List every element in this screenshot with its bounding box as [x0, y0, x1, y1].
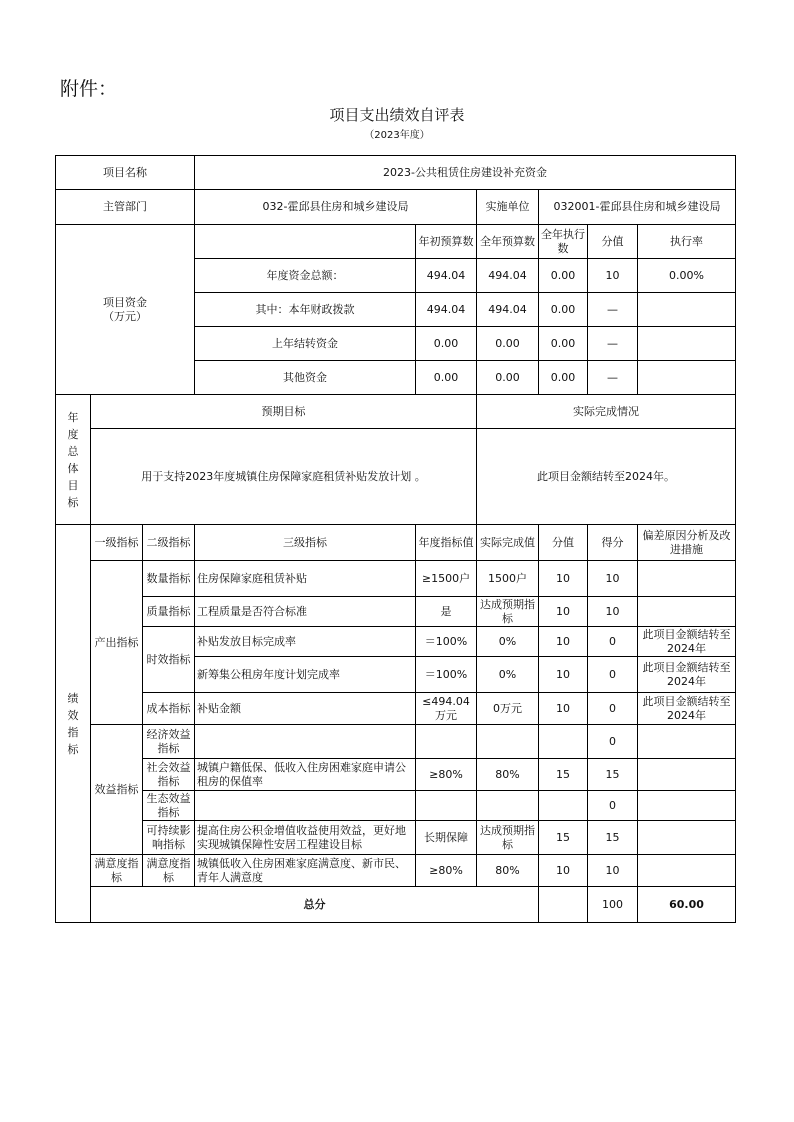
social-target: ≥80%	[416, 759, 477, 791]
total-label: 总分	[91, 887, 539, 923]
total-value: 100	[588, 887, 638, 923]
perf-label: 绩 效 指 标	[56, 525, 91, 923]
time-item: 新筹集公租房年度计划完成率	[195, 657, 416, 693]
quantity-target: ≥1500户	[416, 561, 477, 597]
funds-row-rate	[638, 327, 736, 361]
ecological-target	[416, 791, 477, 821]
funds-row-rate	[638, 361, 736, 395]
goals-label: 年 度 总 体 目 标	[56, 395, 91, 525]
satisfaction-value: 10	[539, 855, 588, 887]
output-label: 产出指标	[91, 561, 143, 725]
goals-actual: 此项目金额结转至2024年。	[477, 429, 736, 525]
perf-header-level1: 一级指标	[91, 525, 143, 561]
economic-target	[416, 725, 477, 759]
funds-row-score-value: —	[588, 327, 638, 361]
quantity-label: 数量指标	[143, 561, 195, 597]
funds-row-rate: 0.00%	[638, 259, 736, 293]
perf-row	[56, 597, 736, 627]
satisfaction-label: 满意度指标	[91, 855, 143, 887]
dept-label: 主管部门	[56, 190, 195, 225]
funds-header-score-value: 分值	[588, 225, 638, 259]
project-name: 2023-公共租赁住房建设补充资金	[195, 156, 736, 190]
social-actual: 80%	[477, 759, 539, 791]
funds-row-score-value: —	[588, 361, 638, 395]
funds-row-name: 其他资金	[195, 361, 416, 395]
quantity-dev	[638, 561, 736, 597]
satisfaction-item: 城镇低收入住房困难家庭满意度、新市民、青年人满意度	[195, 855, 416, 887]
cost-item: 补贴金额	[195, 693, 416, 725]
economic-actual	[477, 725, 539, 759]
perf-row	[56, 759, 736, 791]
quantity-item: 住房保障家庭租赁补贴	[195, 561, 416, 597]
economic-item	[195, 725, 416, 759]
cost-actual: 0万元	[477, 693, 539, 725]
quantity-value: 10	[539, 561, 588, 597]
perf-header-deviation: 偏差原因分析及改进措施	[638, 525, 736, 561]
economic-value	[539, 725, 588, 759]
ecological-label: 生态效益指标	[143, 791, 195, 821]
perf-header-level3: 三级指标	[195, 525, 416, 561]
funds-header-rate: 执行率	[638, 225, 736, 259]
page-title: 项目支出绩效自评表	[329, 106, 465, 124]
project-name-label: 项目名称	[56, 156, 195, 190]
quality-label: 质量指标	[143, 597, 195, 627]
satisfaction-dev	[638, 855, 736, 887]
funds-row-executed: 0.00	[539, 327, 588, 361]
sustain-score: 15	[588, 821, 638, 855]
funds-row-score-value: 10	[588, 259, 638, 293]
sustain-item: 提高住房公积金增值收益使用效益，更好地实现城镇保障性安居工程建设目标	[195, 821, 416, 855]
perf-row	[56, 627, 736, 657]
time-dev: 此项目金额结转至2024年	[638, 657, 736, 693]
impl-value: 032001-霍邱县住房和城乡建设局	[539, 190, 736, 225]
cost-score: 0	[588, 693, 638, 725]
perf-header-score-value: 分值	[539, 525, 588, 561]
funds-header-annual: 全年预算数	[477, 225, 539, 259]
perf-row	[56, 561, 736, 597]
economic-dev	[638, 725, 736, 759]
funds-row-annual: 494.04	[477, 259, 539, 293]
funds-row-initial: 494.04	[416, 293, 477, 327]
funds-row-annual: 494.04	[477, 293, 539, 327]
perf-header-score: 得分	[588, 525, 638, 561]
goals-actual-label: 实际完成情况	[477, 395, 736, 429]
perf-header-level2: 二级指标	[143, 525, 195, 561]
attachment-label: 附件：	[60, 78, 118, 100]
perf-row	[56, 725, 736, 759]
ecological-dev	[638, 791, 736, 821]
funds-row-name: 其中：本年财政拨款	[195, 293, 416, 327]
dept-value: 032-霍邱县住房和城乡建设局	[195, 190, 477, 225]
goals-expected-label: 预期目标	[91, 395, 477, 429]
cost-label: 成本指标	[143, 693, 195, 725]
satisfaction-actual: 80%	[477, 855, 539, 887]
total-empty	[539, 887, 588, 923]
funds-row-annual: 0.00	[477, 361, 539, 395]
perf-header-target: 年度指标值	[416, 525, 477, 561]
funds-row-executed: 0.00	[539, 361, 588, 395]
funds-row-executed: 0.00	[539, 259, 588, 293]
time-target: ＝100%	[416, 627, 477, 657]
cost-dev: 此项目金额结转至2024年	[638, 693, 736, 725]
social-score: 15	[588, 759, 638, 791]
funds-row-executed: 0.00	[539, 293, 588, 327]
funds-label: 项目资金 （万元）	[56, 225, 195, 395]
time-score: 0	[588, 627, 638, 657]
quality-item: 工程质量是否符合标准	[195, 597, 416, 627]
ecological-item	[195, 791, 416, 821]
goals-expected: 用于支持2023年度城镇住房保障家庭租赁补贴发放计划 。	[91, 429, 477, 525]
funds-row-score-value: —	[588, 293, 638, 327]
time-target: ＝100%	[416, 657, 477, 693]
economic-score: 0	[588, 725, 638, 759]
social-item: 城镇户籍低保、低收入住房困难家庭申请公租房的保值率	[195, 759, 416, 791]
perf-row	[56, 693, 736, 725]
funds-row-annual: 0.00	[477, 327, 539, 361]
sustain-target: 长期保障	[416, 821, 477, 855]
sustain-value: 15	[539, 821, 588, 855]
time-label: 时效指标	[143, 627, 195, 693]
satisfaction-sub-label: 满意度指标	[143, 855, 195, 887]
time-score: 0	[588, 657, 638, 693]
funds-header-executed: 全年执行数	[539, 225, 588, 259]
ecological-actual	[477, 791, 539, 821]
cost-value: 10	[539, 693, 588, 725]
benefit-label: 效益指标	[91, 725, 143, 855]
evaluation-table	[55, 155, 736, 923]
time-actual: 0%	[477, 657, 539, 693]
funds-row-name: 年度资金总额：	[195, 259, 416, 293]
sustain-label: 可持续影响指标	[143, 821, 195, 855]
satisfaction-target: ≥80%	[416, 855, 477, 887]
ecological-value	[539, 791, 588, 821]
quality-target: 是	[416, 597, 477, 627]
perf-row	[56, 821, 736, 855]
time-actual: 0%	[477, 627, 539, 657]
perf-header-actual: 实际完成值	[477, 525, 539, 561]
impl-label: 实施单位	[477, 190, 539, 225]
social-label: 社会效益指标	[143, 759, 195, 791]
quality-value: 10	[539, 597, 588, 627]
sustain-actual: 达成预期指标	[477, 821, 539, 855]
year-label: （2023年度）	[364, 130, 430, 141]
funds-row-initial: 0.00	[416, 361, 477, 395]
quality-score: 10	[588, 597, 638, 627]
funds-header-initial: 年初预算数	[416, 225, 477, 259]
quality-actual: 达成预期指标	[477, 597, 539, 627]
time-dev: 此项目金额结转至2024年	[638, 627, 736, 657]
funds-row-rate	[638, 293, 736, 327]
economic-label: 经济效益指标	[143, 725, 195, 759]
satisfaction-score: 10	[588, 855, 638, 887]
quantity-score: 10	[588, 561, 638, 597]
time-value: 10	[539, 657, 588, 693]
social-value: 15	[539, 759, 588, 791]
sustain-dev	[638, 821, 736, 855]
quality-dev	[638, 597, 736, 627]
quantity-actual: 1500户	[477, 561, 539, 597]
funds-header-empty	[195, 225, 416, 259]
perf-row	[56, 855, 736, 887]
funds-row-name: 上年结转资金	[195, 327, 416, 361]
funds-row-initial: 0.00	[416, 327, 477, 361]
time-value: 10	[539, 627, 588, 657]
time-item: 补贴发放目标完成率	[195, 627, 416, 657]
ecological-score: 0	[588, 791, 638, 821]
cost-target: ≤494.04万元	[416, 693, 477, 725]
social-dev	[638, 759, 736, 791]
total-score: 60.00	[638, 887, 736, 923]
perf-row	[56, 791, 736, 821]
funds-row-initial: 494.04	[416, 259, 477, 293]
